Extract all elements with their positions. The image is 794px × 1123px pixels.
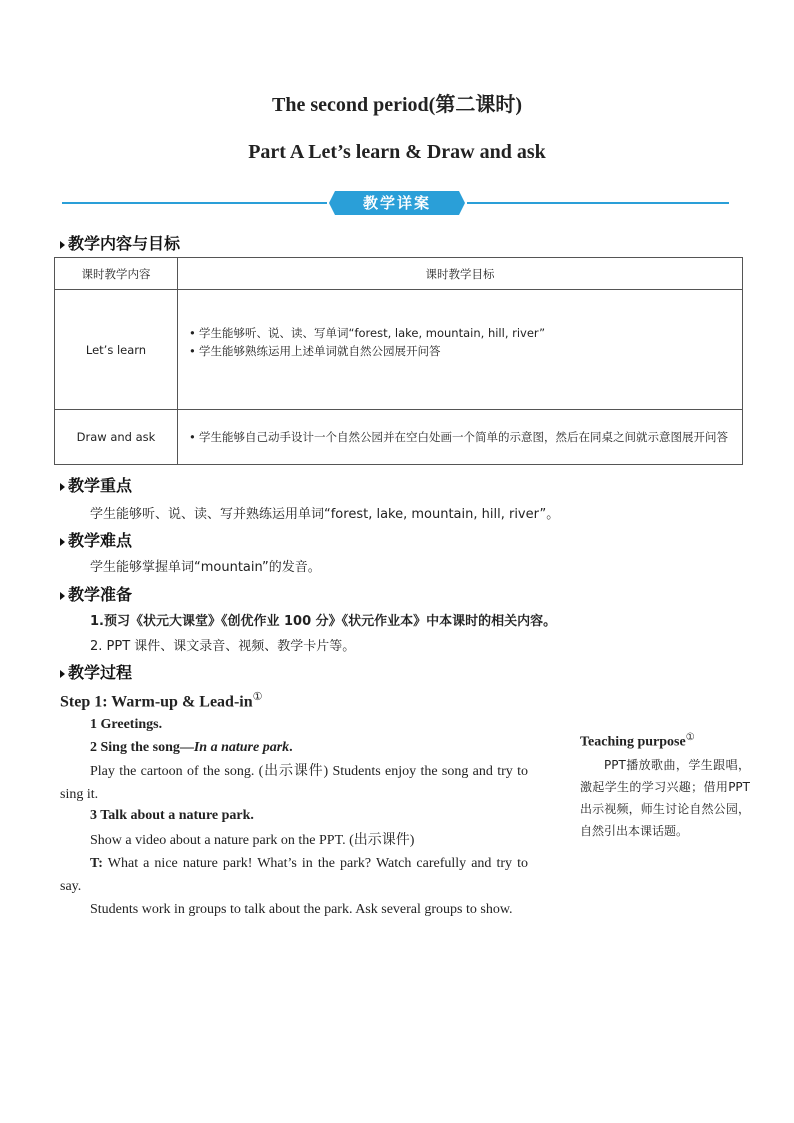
triangle-icon xyxy=(60,483,65,491)
step-sub-talk: 3 Talk about a nature park. xyxy=(90,808,254,823)
song-title: In a nature park xyxy=(193,740,290,755)
triangle-icon xyxy=(60,670,65,678)
section-heading-process: 教学过程 xyxy=(60,660,132,683)
step-paragraph: Play the cartoon of the song. (出示课件) Students enjoy the song and try to sing it. xyxy=(60,764,528,802)
triangle-icon xyxy=(60,592,65,600)
table-row xyxy=(55,290,743,410)
step-title: Step 1: Warm-up & Lead-in① xyxy=(60,691,263,711)
section-heading-difficulties: 教学难点 xyxy=(60,528,132,551)
banner-line-right xyxy=(467,202,729,204)
table-header-content: 课时教学内容 xyxy=(55,258,178,290)
step-paragraph-dialogue: T: What a nice nature park! What’s in the park? Watch carefully and try to say. xyxy=(60,856,528,894)
table-row xyxy=(55,410,743,465)
table-cell-content: Let’s learn xyxy=(55,290,178,410)
banner-label: 教学详案 xyxy=(362,194,431,212)
goal-item: • 学生能够熟练运用上述单词就自然公园展开问答 xyxy=(189,342,741,360)
sidebar-title: Teaching purpose① xyxy=(580,732,695,750)
speaker-label: T: xyxy=(90,856,103,871)
banner-line-left xyxy=(62,202,327,204)
step-sub-song: 2 Sing the song—In a nature park. xyxy=(90,740,293,755)
table-cell-content: Draw and ask xyxy=(55,410,178,465)
step-paragraph: Show a video about a nature park on the PPT. (出示课件) xyxy=(90,833,415,848)
step-paragraph: Students work in groups to talk about the park. Ask several groups to show. xyxy=(90,902,513,917)
page-title: The second period(第二课时) xyxy=(272,94,522,116)
preparation-item-2: 2. PPT 课件、课文录音、视频、教学卡片等。 xyxy=(90,639,356,654)
section-heading-key-points: 教学重点 xyxy=(60,473,132,496)
key-points-text: 学生能够听、说、读、写并熟练运用单词“forest, lake, mountain, hill, river”。 xyxy=(90,507,560,522)
goals-table xyxy=(54,257,743,465)
table-cell-goals xyxy=(178,410,743,465)
goal-item: • 学生能够自己动手设计一个自然公园并在空白处画一个简单的示意图，然后在同桌之间就示意图展开问答 xyxy=(189,428,731,446)
goal-item: • 学生能够听、说、读、写单词“forest, lake, mountain, hill, river” xyxy=(189,324,741,342)
section-heading-content-goals: 教学内容与目标 xyxy=(60,231,180,254)
sidebar-text: PPT播放歌曲，学生跟唱，激起学生的学习兴趣；借用PPT出示视频，师生讨论自然公园，自然引出本课话题。 xyxy=(580,758,750,838)
section-heading-preparation: 教学准备 xyxy=(60,582,132,605)
footnote-mark: ① xyxy=(252,691,263,703)
step-sub-greetings: 1 Greetings. xyxy=(90,717,163,732)
page-subtitle: Part A Let’s learn & Draw and ask xyxy=(248,141,546,163)
triangle-icon xyxy=(60,241,65,249)
footnote-mark: ① xyxy=(685,732,695,743)
table-header-row xyxy=(55,258,743,290)
table-cell-goals xyxy=(178,290,743,410)
difficulties-text: 学生能够掌握单词“mountain”的发音。 xyxy=(90,560,321,575)
table-header-goals: 课时教学目标 xyxy=(178,258,743,290)
preparation-item-1: 1.预习《状元大课堂》《创优作业 100 分》《状元作业本》中本课时的相关内容。 xyxy=(90,614,557,629)
triangle-icon xyxy=(60,538,65,546)
